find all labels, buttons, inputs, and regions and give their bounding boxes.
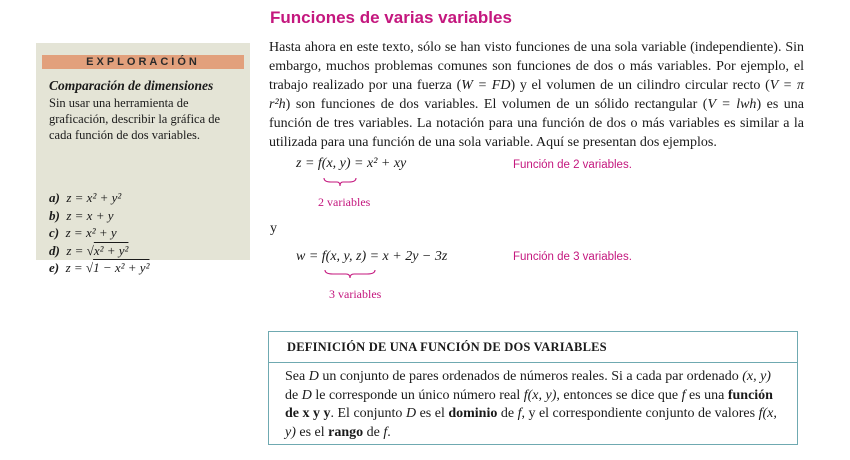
brace-icon <box>323 268 377 280</box>
exploration-subtitle: Comparación de dimensiones <box>49 78 214 93</box>
brace-label-2: 3 variables <box>329 287 382 301</box>
intro-paragraph: Hasta ahora en este texto, sólo se han visto funciones de una sola variable (independiente). Sin embargo, muchos problemas comunes son funciones de dos o más variables. Por ejemplo, el trabajo realizado por una fuerza (W = FD) y el volumen de un cilindro circular recto (V = π r²h) son funciones de dos variables. El volumen de un sólido rectangular (V = lwh) es una función de tres variables. La notación para una función de dos o más variables es similar a la utilizada para una función de una sola variable. Aquí se presentan dos ejemplos. <box>269 40 804 150</box>
example-equation-2: w = f(x, y, z) = x + 2y − 3z <box>296 249 448 264</box>
list-item: c) z = x² + y <box>49 225 117 240</box>
exploration-box <box>36 43 250 275</box>
definition-text: Sea D un conjunto de pares ordenados de números reales. Si a cada par ordenado (x, y) de D le corresponde un único número real f(x, y), entonces se dice que f es una función de x y y. El conjunto D es el dominio de f, y el correspondiente conjunto de valores f(x, y) es el rango de f. <box>285 369 777 440</box>
definition-heading: DEFINICIÓN DE UNA FUNCIÓN DE DOS VARIABLES <box>269 332 797 363</box>
page-title: Funciones de varias variables <box>270 8 512 27</box>
list-item: e) z = √1 − x² + y² <box>49 260 150 275</box>
list-item: d) z = √x² + y² <box>49 242 129 258</box>
brace-label-1: 2 variables <box>318 195 371 209</box>
connector-text: y <box>270 221 277 236</box>
example-equation-1: z = f(x, y) = x² + xy <box>296 156 407 171</box>
example-note-2: Función de 3 variables. <box>513 251 632 263</box>
exploration-text: Sin usar una herramienta de graficación, describir la gráfica de cada función de dos variables. <box>49 96 221 142</box>
list-item: b) z = x + y <box>49 207 114 223</box>
exploration-list <box>49 190 149 278</box>
example-note-1: Función de 2 variables. <box>513 159 632 171</box>
list-item: a) z = x² + y² <box>49 190 122 205</box>
brace-icon <box>322 176 358 188</box>
definition-box <box>268 331 798 445</box>
exploration-heading: EXPLORACIÓN <box>42 55 244 69</box>
